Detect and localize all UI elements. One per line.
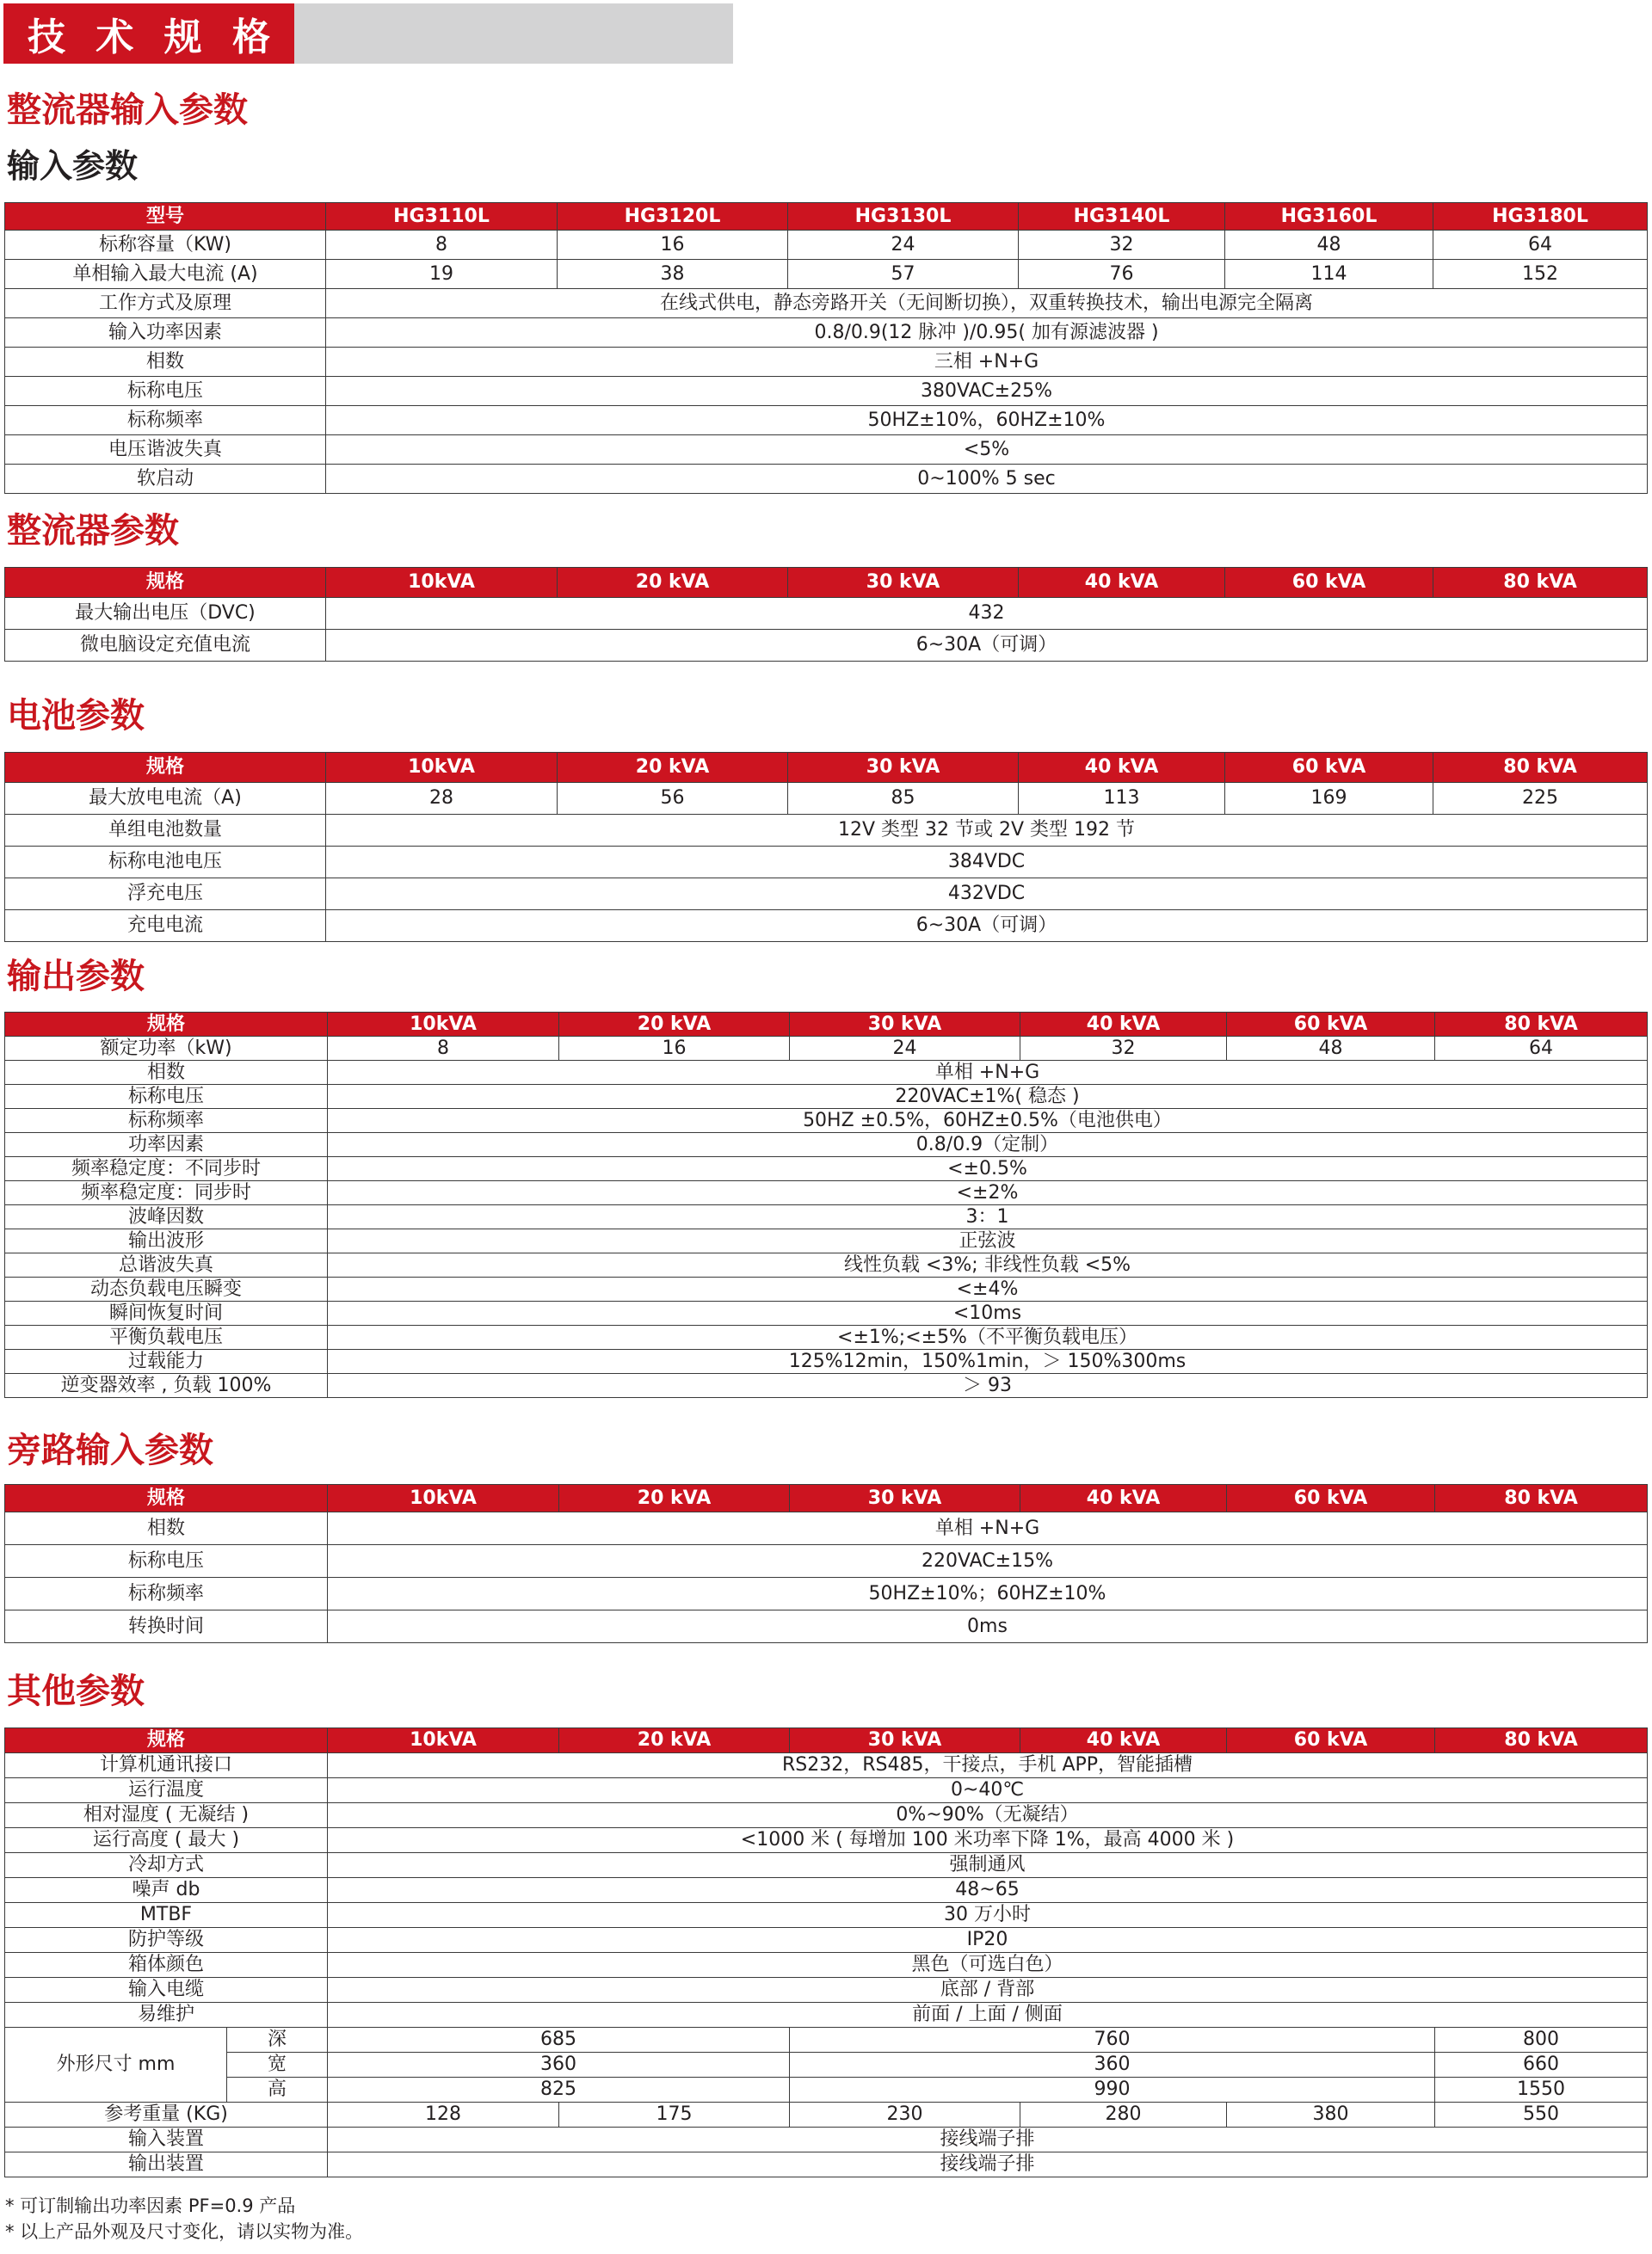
footnote-2: * 以上产品外观及尺寸变化，请以实物为准。	[5, 2221, 364, 2242]
row-label: 标称容量（KW)	[5, 231, 326, 260]
value-cell: 38	[558, 260, 788, 289]
span-value-cell: ＞ 93	[328, 1374, 1648, 1398]
span-value-cell: 384VDC	[326, 847, 1648, 878]
row-label: 参考重量 (KG)	[5, 2103, 328, 2128]
row-label: 充电电流	[5, 910, 326, 942]
span-value-cell: 三相 +N+G	[326, 348, 1648, 377]
dimension-value: 660	[1435, 2053, 1648, 2078]
table-row	[5, 2003, 1648, 2028]
table-row	[5, 783, 1648, 815]
row-label: 微电脑设定充值电流	[5, 630, 326, 662]
value-cell: 85	[788, 783, 1019, 815]
header-model-cell: 20 kVA	[559, 1485, 790, 1512]
row-label: 箱体颜色	[5, 1953, 328, 1978]
span-value-cell: 0.8/0.9（定制）	[328, 1133, 1648, 1157]
dimension-row	[5, 2053, 1648, 2078]
table-row	[5, 289, 1648, 318]
span-value-cell: 0%~90%（无凝结）	[328, 1803, 1648, 1828]
header-model-cell: 40 kVA	[1019, 568, 1225, 598]
row-label: 频率稳定度：不同步时	[5, 1157, 328, 1181]
dimension-value: 685	[328, 2028, 790, 2053]
row-label: 易维护	[5, 2003, 328, 2028]
span-value-cell: 接线端子排	[328, 2128, 1648, 2152]
span-value-cell: 在线式供电，静态旁路开关（无间断切换），双重转换技术，输出电源完全隔离	[326, 289, 1648, 318]
header-label-cell: 规格	[5, 1485, 328, 1512]
row-label: 单相输入最大电流 (A)	[5, 260, 326, 289]
row-label: 电压谐波失真	[5, 435, 326, 465]
bypass-table	[4, 1484, 1648, 1643]
table-row	[5, 1037, 1648, 1061]
span-value-cell: 48~65	[328, 1878, 1648, 1903]
table-row	[5, 435, 1648, 465]
row-label: 计算机通讯接口	[5, 1753, 328, 1778]
header-model-cell: 40 kVA	[1020, 1485, 1227, 1512]
span-value-cell: 前面 / 上面 / 侧面	[328, 2003, 1648, 2028]
table-row	[5, 815, 1648, 847]
span-value-cell: 0~100% 5 sec	[326, 465, 1648, 494]
header-model-cell: 80 kVA	[1435, 1485, 1648, 1512]
value-cell: 24	[790, 1037, 1020, 1061]
span-value-cell: 3：1	[328, 1205, 1648, 1229]
rectifier-params-title: 整流器参数	[7, 511, 179, 551]
value-cell: 32	[1020, 1037, 1227, 1061]
row-label: 单组电池数量	[5, 815, 326, 847]
row-label: 相数	[5, 348, 326, 377]
output-table	[4, 1012, 1648, 1398]
span-value-cell: 黑色（可选白色）	[328, 1953, 1648, 1978]
span-value-cell: 220VAC±1%( 稳态 )	[328, 1085, 1648, 1109]
table-row	[5, 1778, 1648, 1803]
span-value-cell: 0.8/0.9(12 脉冲 )/0.95( 加有源滤波器 )	[326, 318, 1648, 348]
span-value-cell: 432	[326, 598, 1648, 630]
header-row	[5, 1013, 1648, 1037]
header-model-cell: 80 kVA	[1435, 1013, 1648, 1037]
table-row	[5, 260, 1648, 289]
header-model-cell: 20 kVA	[559, 1013, 790, 1037]
header-model-cell: HG3110L	[326, 203, 558, 231]
output-params-title: 输出参数	[7, 957, 145, 996]
row-label: 浮充电压	[5, 878, 326, 910]
header-model-cell: 10kVA	[326, 753, 558, 783]
span-value-cell: <±0.5%	[328, 1157, 1648, 1181]
row-label: 运行高度 ( 最大 )	[5, 1828, 328, 1853]
header-model-cell: 40 kVA	[1020, 1013, 1227, 1037]
table-row	[5, 1753, 1648, 1778]
span-value-cell: <5%	[326, 435, 1648, 465]
dimension-row	[5, 2078, 1648, 2103]
table-row	[5, 1878, 1648, 1903]
row-label: 输入电缆	[5, 1978, 328, 2003]
header-model-cell: 30 kVA	[788, 753, 1019, 783]
span-value-cell: <±4%	[328, 1278, 1648, 1302]
row-label: 额定功率（kW)	[5, 1037, 328, 1061]
banner-title: 技 术 规 格	[3, 3, 294, 64]
header-model-cell: HG3120L	[558, 203, 788, 231]
span-value-cell: <±1%;<±5%（不平衡负载电压）	[328, 1326, 1648, 1350]
table-row	[5, 910, 1648, 942]
header-model-cell: HG3140L	[1019, 203, 1225, 231]
header-label-cell: 规格	[5, 753, 326, 783]
table-row	[5, 1326, 1648, 1350]
table-row	[5, 1181, 1648, 1205]
dimension-value: 800	[1435, 2028, 1648, 2053]
value-cell: 380	[1227, 2103, 1435, 2128]
input-params-subtitle: 输入参数	[7, 147, 139, 185]
table-row	[5, 1205, 1648, 1229]
header-model-cell: 10kVA	[328, 1728, 559, 1753]
span-value-cell: 432VDC	[326, 878, 1648, 910]
value-cell: 64	[1435, 1037, 1648, 1061]
value-cell: 16	[559, 1037, 790, 1061]
header-label-cell: 规格	[5, 1728, 328, 1753]
value-cell: 32	[1019, 231, 1225, 260]
row-label: 最大放电电流（A)	[5, 783, 326, 815]
table-row	[5, 1853, 1648, 1878]
rectifier-table	[4, 567, 1648, 662]
header-model-cell: 80 kVA	[1433, 753, 1648, 783]
span-value-cell: RS232，RS485，干接点，手机 APP，智能插槽	[328, 1753, 1648, 1778]
header-model-cell: 80 kVA	[1433, 568, 1648, 598]
span-value-cell: <1000 米 ( 每增加 100 米功率下降 1%，最高 4000 米 )	[328, 1828, 1648, 1853]
dimension-value: 990	[790, 2078, 1435, 2103]
value-cell: 16	[558, 231, 788, 260]
span-value-cell: IP20	[328, 1928, 1648, 1953]
header-model-cell: 20 kVA	[558, 568, 788, 598]
row-label: 标称频率	[5, 1109, 328, 1133]
row-label: 运行温度	[5, 1778, 328, 1803]
header-row	[5, 1728, 1648, 1753]
table-row	[5, 2128, 1648, 2152]
value-cell: 19	[326, 260, 558, 289]
span-value-cell: 0~40℃	[328, 1778, 1648, 1803]
value-cell: 8	[328, 1037, 559, 1061]
row-label: 输出装置	[5, 2152, 328, 2177]
other-params-title: 其他参数	[7, 1672, 145, 1711]
span-value-cell: 接线端子排	[328, 2152, 1648, 2177]
row-label: 防护等级	[5, 1928, 328, 1953]
row-label: 频率稳定度：同步时	[5, 1181, 328, 1205]
table-row	[5, 1253, 1648, 1278]
table-row	[5, 318, 1648, 348]
dimension-value: 360	[328, 2053, 790, 2078]
header-model-cell: 10kVA	[326, 568, 558, 598]
header-model-cell: 20 kVA	[558, 753, 788, 783]
table-row	[5, 377, 1648, 406]
row-label: 标称频率	[5, 406, 326, 435]
table-row	[5, 406, 1648, 435]
row-label: 标称电压	[5, 377, 326, 406]
row-label: 输入装置	[5, 2128, 328, 2152]
header-row	[5, 203, 1648, 231]
battery-params-title: 电池参数	[7, 696, 145, 736]
span-value-cell: <±2%	[328, 1181, 1648, 1205]
header-model-cell: HG3130L	[788, 203, 1019, 231]
table-row	[5, 598, 1648, 630]
span-value-cell: 正弦波	[328, 1229, 1648, 1253]
value-cell: 8	[326, 231, 558, 260]
table-row	[5, 1578, 1648, 1610]
header-row	[5, 568, 1648, 598]
table-row	[5, 1953, 1648, 1978]
table-row	[5, 1302, 1648, 1326]
value-cell: 169	[1225, 783, 1433, 815]
span-value-cell: 30 万小时	[328, 1903, 1648, 1928]
value-cell: 550	[1435, 2103, 1648, 2128]
header-model-cell: 30 kVA	[788, 568, 1019, 598]
value-cell: 128	[328, 2103, 559, 2128]
value-cell: 24	[788, 231, 1019, 260]
row-label: 逆变器效率 , 负载 100%	[5, 1374, 328, 1398]
header-model-cell: 30 kVA	[790, 1728, 1020, 1753]
table-row	[5, 1512, 1648, 1545]
span-value-cell: 单相 +N+G	[328, 1512, 1648, 1545]
value-cell: 56	[558, 783, 788, 815]
span-value-cell: 0ms	[328, 1610, 1648, 1643]
value-cell: 57	[788, 260, 1019, 289]
table-row	[5, 1133, 1648, 1157]
table-row	[5, 1278, 1648, 1302]
dimension-row	[5, 2028, 1648, 2053]
dimension-sub-label: 高	[227, 2078, 328, 2103]
header-model-cell: 80 kVA	[1435, 1728, 1648, 1753]
table-row	[5, 630, 1648, 662]
row-label: 相数	[5, 1512, 328, 1545]
table-row	[5, 1085, 1648, 1109]
table-row	[5, 1610, 1648, 1643]
dimension-sub-label: 宽	[227, 2053, 328, 2078]
row-label: 软启动	[5, 465, 326, 494]
battery-table	[4, 752, 1648, 942]
value-cell: 280	[1020, 2103, 1227, 2128]
span-value-cell: 线性负载 <3%; 非线性负载 <5%	[328, 1253, 1648, 1278]
value-cell: 64	[1433, 231, 1648, 260]
value-cell: 76	[1019, 260, 1225, 289]
span-value-cell: 6~30A（可调）	[326, 630, 1648, 662]
table-row	[5, 1828, 1648, 1853]
table-row	[5, 1109, 1648, 1133]
dimension-value: 825	[328, 2078, 790, 2103]
table-row	[5, 348, 1648, 377]
header-model-cell: 60 kVA	[1227, 1013, 1435, 1037]
row-label: 冷却方式	[5, 1853, 328, 1878]
value-cell: 113	[1019, 783, 1225, 815]
table-row	[5, 1803, 1648, 1828]
table-row	[5, 1903, 1648, 1928]
row-label: 动态负载电压瞬变	[5, 1278, 328, 1302]
row-label: 标称电压	[5, 1545, 328, 1578]
row-label: MTBF	[5, 1903, 328, 1928]
span-value-cell: 6~30A（可调）	[326, 910, 1648, 942]
value-cell: 230	[790, 2103, 1020, 2128]
row-label: 噪声 db	[5, 1878, 328, 1903]
dimension-value: 1550	[1435, 2078, 1648, 2103]
header-model-cell: 60 kVA	[1225, 753, 1433, 783]
span-value-cell: 单相 +N+G	[328, 1061, 1648, 1085]
table-row	[5, 1229, 1648, 1253]
header-model-cell: 30 kVA	[790, 1485, 1020, 1512]
header-model-cell: HG3180L	[1433, 203, 1648, 231]
other-table	[4, 1727, 1648, 2177]
span-value-cell: 50HZ±10%，60HZ±10%	[326, 406, 1648, 435]
span-value-cell: 220VAC±15%	[328, 1545, 1648, 1578]
table-row	[5, 465, 1648, 494]
row-label: 工作方式及原理	[5, 289, 326, 318]
table-row	[5, 1350, 1648, 1374]
table-row	[5, 2103, 1648, 2128]
row-label: 过载能力	[5, 1350, 328, 1374]
span-value-cell: 底部 / 背部	[328, 1978, 1648, 2003]
span-value-cell: 50HZ±10%；60HZ±10%	[328, 1578, 1648, 1610]
banner-bar	[294, 3, 733, 64]
dimension-value: 760	[790, 2028, 1435, 2053]
span-value-cell: <10ms	[328, 1302, 1648, 1326]
row-label: 标称电压	[5, 1085, 328, 1109]
table-row	[5, 1157, 1648, 1181]
row-label: 转换时间	[5, 1610, 328, 1643]
span-value-cell: 125%12min，150%1min，＞ 150%300ms	[328, 1350, 1648, 1374]
table-row	[5, 878, 1648, 910]
header-model-cell: 40 kVA	[1020, 1728, 1227, 1753]
header-model-cell: 20 kVA	[559, 1728, 790, 1753]
value-cell: 175	[559, 2103, 790, 2128]
header-label-cell: 规格	[5, 1013, 328, 1037]
value-cell: 152	[1433, 260, 1648, 289]
header-model-cell: 30 kVA	[790, 1013, 1020, 1037]
footnote-1: * 可订制输出功率因素 PF=0.9 产品	[5, 2195, 296, 2216]
span-value-cell: 强制通风	[328, 1853, 1648, 1878]
table-row	[5, 1545, 1648, 1578]
table-row	[5, 847, 1648, 878]
header-model-cell: 10kVA	[328, 1485, 559, 1512]
section-banner	[3, 3, 733, 64]
span-value-cell: 380VAC±25%	[326, 377, 1648, 406]
row-label: 最大输出电压（DVC)	[5, 598, 326, 630]
header-model-cell: 60 kVA	[1225, 568, 1433, 598]
row-label: 功率因素	[5, 1133, 328, 1157]
header-label-cell: 型号	[5, 203, 326, 231]
bypass-params-title: 旁路输入参数	[7, 1431, 213, 1470]
header-label-cell: 规格	[5, 568, 326, 598]
span-value-cell: 12V 类型 32 节或 2V 类型 192 节	[326, 815, 1648, 847]
table-row	[5, 1978, 1648, 2003]
row-label: 波峰因数	[5, 1205, 328, 1229]
row-label: 瞬间恢复时间	[5, 1302, 328, 1326]
value-cell: 48	[1227, 1037, 1435, 1061]
value-cell: 225	[1433, 783, 1648, 815]
value-cell: 114	[1225, 260, 1433, 289]
span-value-cell: 50HZ ±0.5%，60HZ±0.5%（电池供电）	[328, 1109, 1648, 1133]
dimension-value: 360	[790, 2053, 1435, 2078]
row-label: 输出波形	[5, 1229, 328, 1253]
dimension-label: 外形尺寸 mm	[5, 2028, 227, 2103]
row-label: 相数	[5, 1061, 328, 1085]
header-model-cell: HG3160L	[1225, 203, 1433, 231]
row-label: 平衡负载电压	[5, 1326, 328, 1350]
dimension-sub-label: 深	[227, 2028, 328, 2053]
table-row	[5, 1061, 1648, 1085]
row-label: 相对湿度 ( 无凝结 )	[5, 1803, 328, 1828]
row-label: 标称频率	[5, 1578, 328, 1610]
table-row	[5, 231, 1648, 260]
table-row	[5, 1928, 1648, 1953]
row-label: 总谐波失真	[5, 1253, 328, 1278]
table-row	[5, 1374, 1648, 1398]
value-cell: 48	[1225, 231, 1433, 260]
header-model-cell: 60 kVA	[1227, 1485, 1435, 1512]
table-row	[5, 2152, 1648, 2177]
header-model-cell: 60 kVA	[1227, 1728, 1435, 1753]
header-model-cell: 10kVA	[328, 1013, 559, 1037]
rectifier-input-table	[4, 202, 1648, 494]
rectifier-input-title: 整流器输入参数	[7, 90, 248, 130]
header-row	[5, 753, 1648, 783]
row-label: 输入功率因素	[5, 318, 326, 348]
row-label: 标称电池电压	[5, 847, 326, 878]
header-model-cell: 40 kVA	[1019, 753, 1225, 783]
value-cell: 28	[326, 783, 558, 815]
header-row	[5, 1485, 1648, 1512]
